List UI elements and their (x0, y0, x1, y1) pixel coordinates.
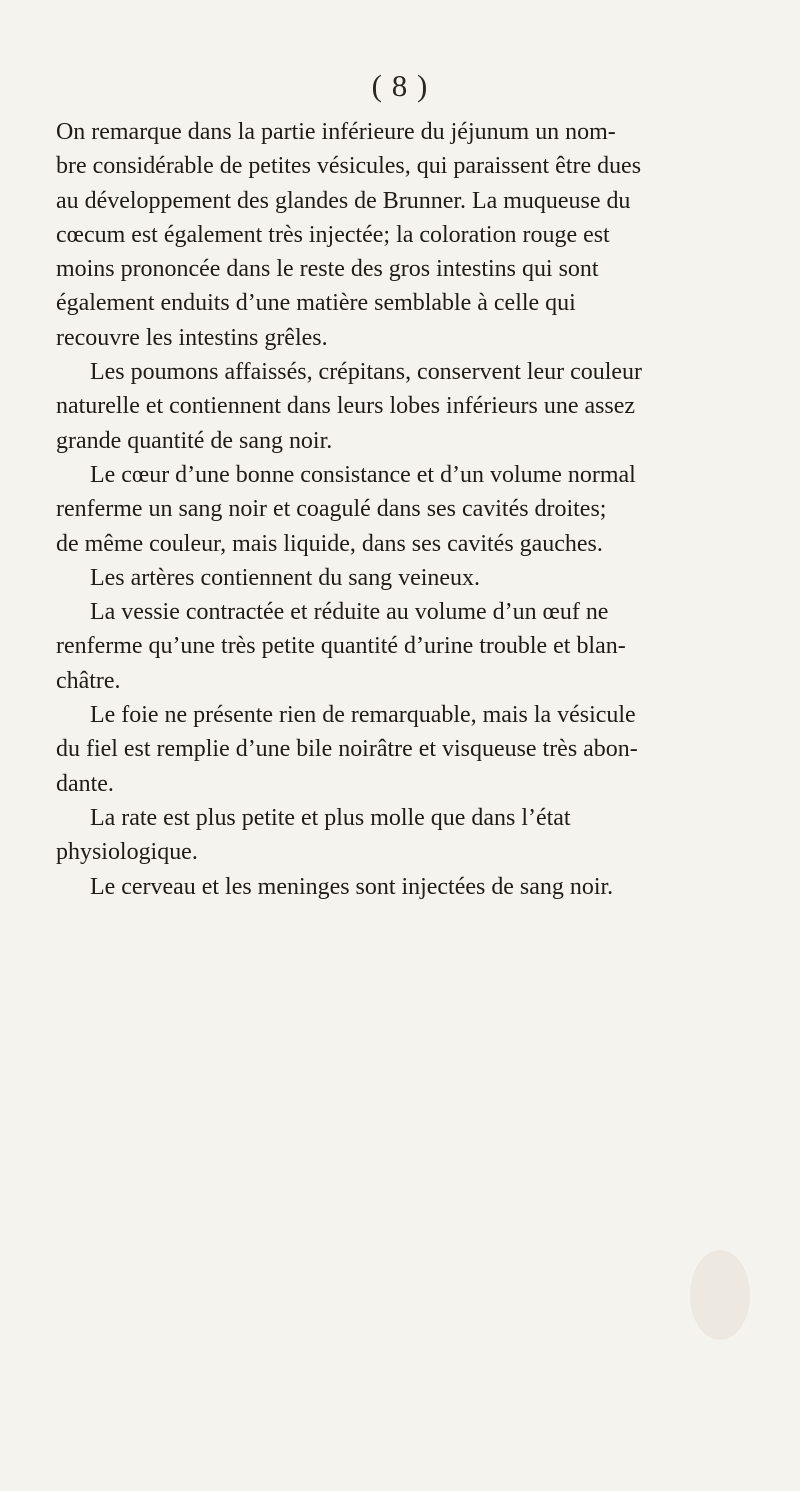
text-line: au développement des glandes de Brunner. La muqueuse du (56, 187, 631, 214)
text-line: grande quantité de sang noir. (56, 427, 333, 454)
text-line: également enduits d’une matière semblable à celle qui (56, 290, 576, 317)
text-line: moins prononcée dans le reste des gros intestins qui sont (56, 256, 599, 283)
text-line: châtre. (56, 667, 121, 694)
text-line: On remarque dans la partie inférieure du jéjunum un nom- (56, 119, 616, 145)
text-line: recouvre les intestins grêles. (56, 324, 328, 351)
text-line: renferme un sang noir et coagulé dans ses cavités droites; (56, 496, 607, 523)
text-line: du fiel est remplie d’une bile noirâtre et visqueuse très abon- (56, 736, 638, 763)
text-line: renferme qu’une très petite quantité d’urine trouble et blan- (56, 633, 626, 660)
paper-stain (690, 1250, 750, 1340)
page-number: ( 8 ) (371, 68, 429, 103)
text-line: Le foie ne présente rien de remarquable, mais la vésicule (90, 702, 636, 729)
text-line: naturelle et contiennent dans leurs lobes inférieurs une assez (56, 393, 636, 420)
text-line: Le cerveau et les meninges sont injectées de sang noir. (90, 873, 614, 900)
text-line: Les artères contiennent du sang veineux. (90, 564, 481, 591)
text-line: Le cœur d’une bonne consistance et d’un volume normal (90, 461, 636, 488)
text-line: cœcum est également très injectée; la coloration rouge est (56, 221, 610, 248)
text-line: bre considérable de petites vésicules, qui paraissent être dues (56, 153, 642, 180)
text-line: La rate est plus petite et plus molle que dans l’état (90, 804, 571, 831)
text-line: physiologique. (56, 839, 198, 866)
text-line: Les poumons affaissés, crépitans, conservent leur couleur (90, 359, 642, 386)
text-line: La vessie contractée et réduite au volume d’un œuf ne (90, 599, 609, 626)
text-line: de même couleur, mais liquide, dans ses cavités gauches. (56, 530, 603, 557)
text-line: dante. (56, 770, 114, 797)
body-text (56, 115, 796, 904)
